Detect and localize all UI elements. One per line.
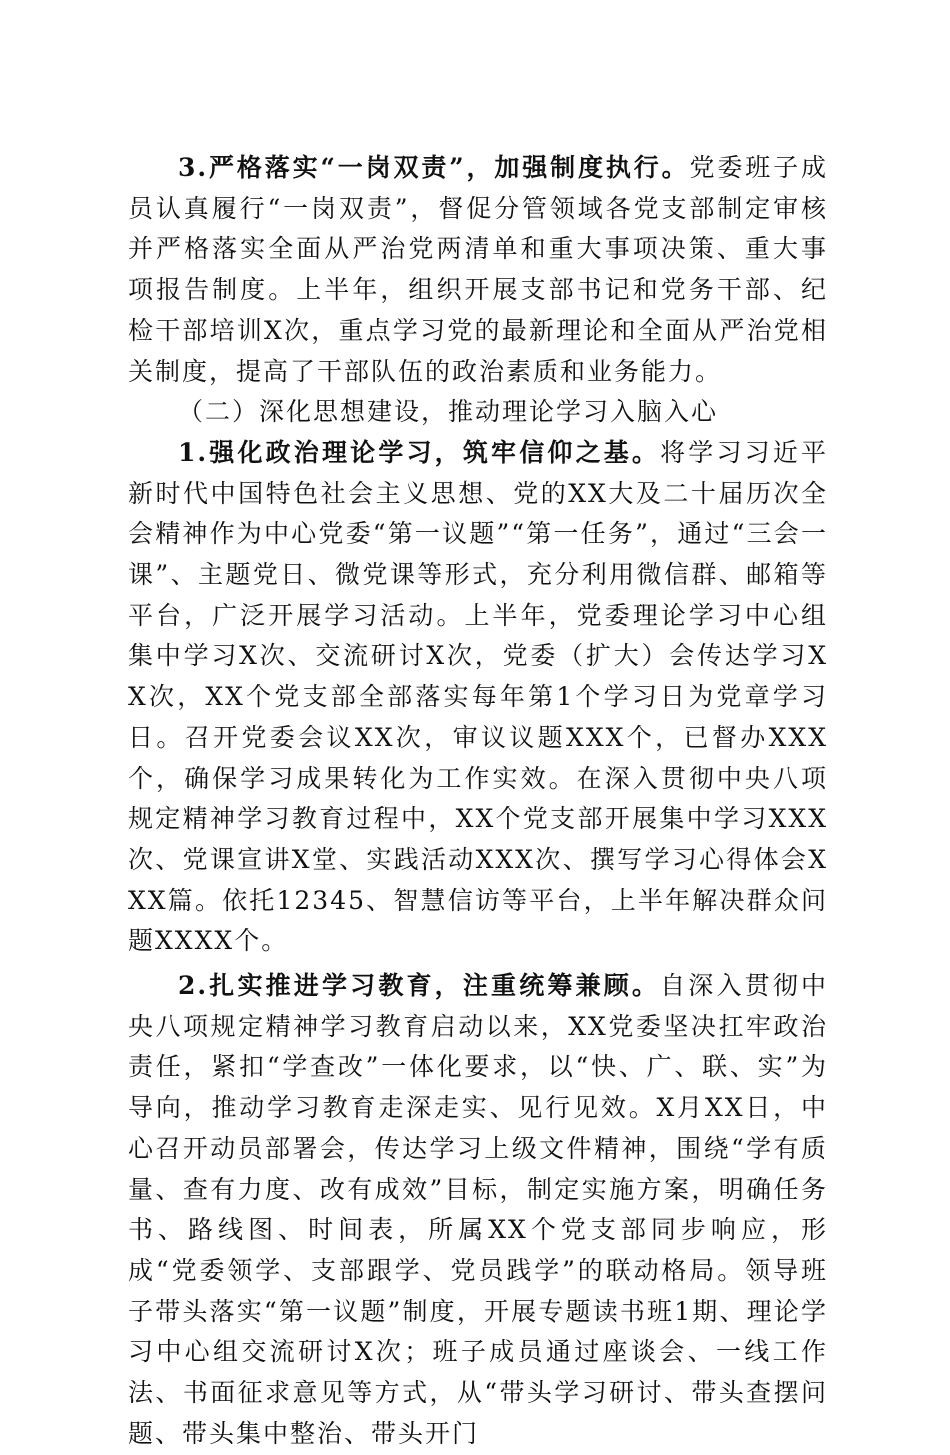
paragraph-political-theory — [128, 433, 828, 962]
paragraph-lead: 1.强化政治理论学习，筑牢信仰之基。 — [178, 437, 661, 467]
document-body — [128, 148, 828, 1455]
paragraph-lead: 2.扎实推进学习教育，注重统筹兼顾。 — [178, 971, 661, 1001]
paragraph-text: 自深入贯彻中央八项规定精神学习教育启动以来，XX党委坚决扛牢政治责任，紧扣“学查改”一体化要求，以“快、广、联、实”为导向，推动学习教育走深走实、见行见效。X月XX日，中心召开动员部署会，传达学习上级文件精神，围绕“学有质量、查有力度、改有成效”目标，制定实施方案，明确任务书、路线图、时间表，所属XX个党支部同步响应，形成“党委领学、支部跟学、党员践学”的联动格局。领导班子带头落实“第一议题”制度，开展专题读书班1期、理论学习中心组交流研讨X次；班子成员通过座谈会、一线工作法、书面征求意见等方式，从“带头学习研讨、带头查摆问题、带头集中整治、带头开门 — [128, 971, 828, 1448]
section-heading-2: （二）深化思想建设，推动理论学习入脑入心 — [178, 397, 719, 427]
paragraph-lead: 3.严格落实“一岗双责”，加强制度执行。 — [178, 153, 690, 182]
paragraph-text: 党委班子成员认真履行“一岗双责”，督促分管领域各党支部制定审核并严格落实全面从严治党两清单和重大事项决策、重大事项报告制度。上半年，组织开展支部书记和党务干部、纪检干部培训X次，重点学习党的最新理论和全面从严治党相关制度，提高了干部队伍的政治素质和业务能力。 — [128, 153, 828, 386]
paragraph-text: 将学习习近平新时代中国特色社会主义思想、党的XX大及二十届历次全会精神作为中心党委“第一议题”“第一任务”，通过“三会一课”、主题党日、微党课等形式，充分利用微信群、邮箱等平台，广泛开展学习活动。上半年，党委理论学习中心组集中学习X次、交流研讨X次，党委（扩大）会传达学习XX次，XX个党支部全部落实每年第1个学习日为党章学习日。召开党委会议XX次，审议议题XXX个，已督办XXX个，确保学习成果转化为工作实效。在深入贯彻中央八项规定精神学习教育过程中，XX个党支部开展集中学习XXX次、党课宣讲X堂、实践活动XXX次、撰写学习心得体会XXX篇。依托12345、智慧信访等平台，上半年解决群众问题XXXX个。 — [128, 437, 828, 956]
paragraph-strict-implementation — [128, 148, 828, 392]
paragraph-learning-education — [128, 966, 828, 1454]
